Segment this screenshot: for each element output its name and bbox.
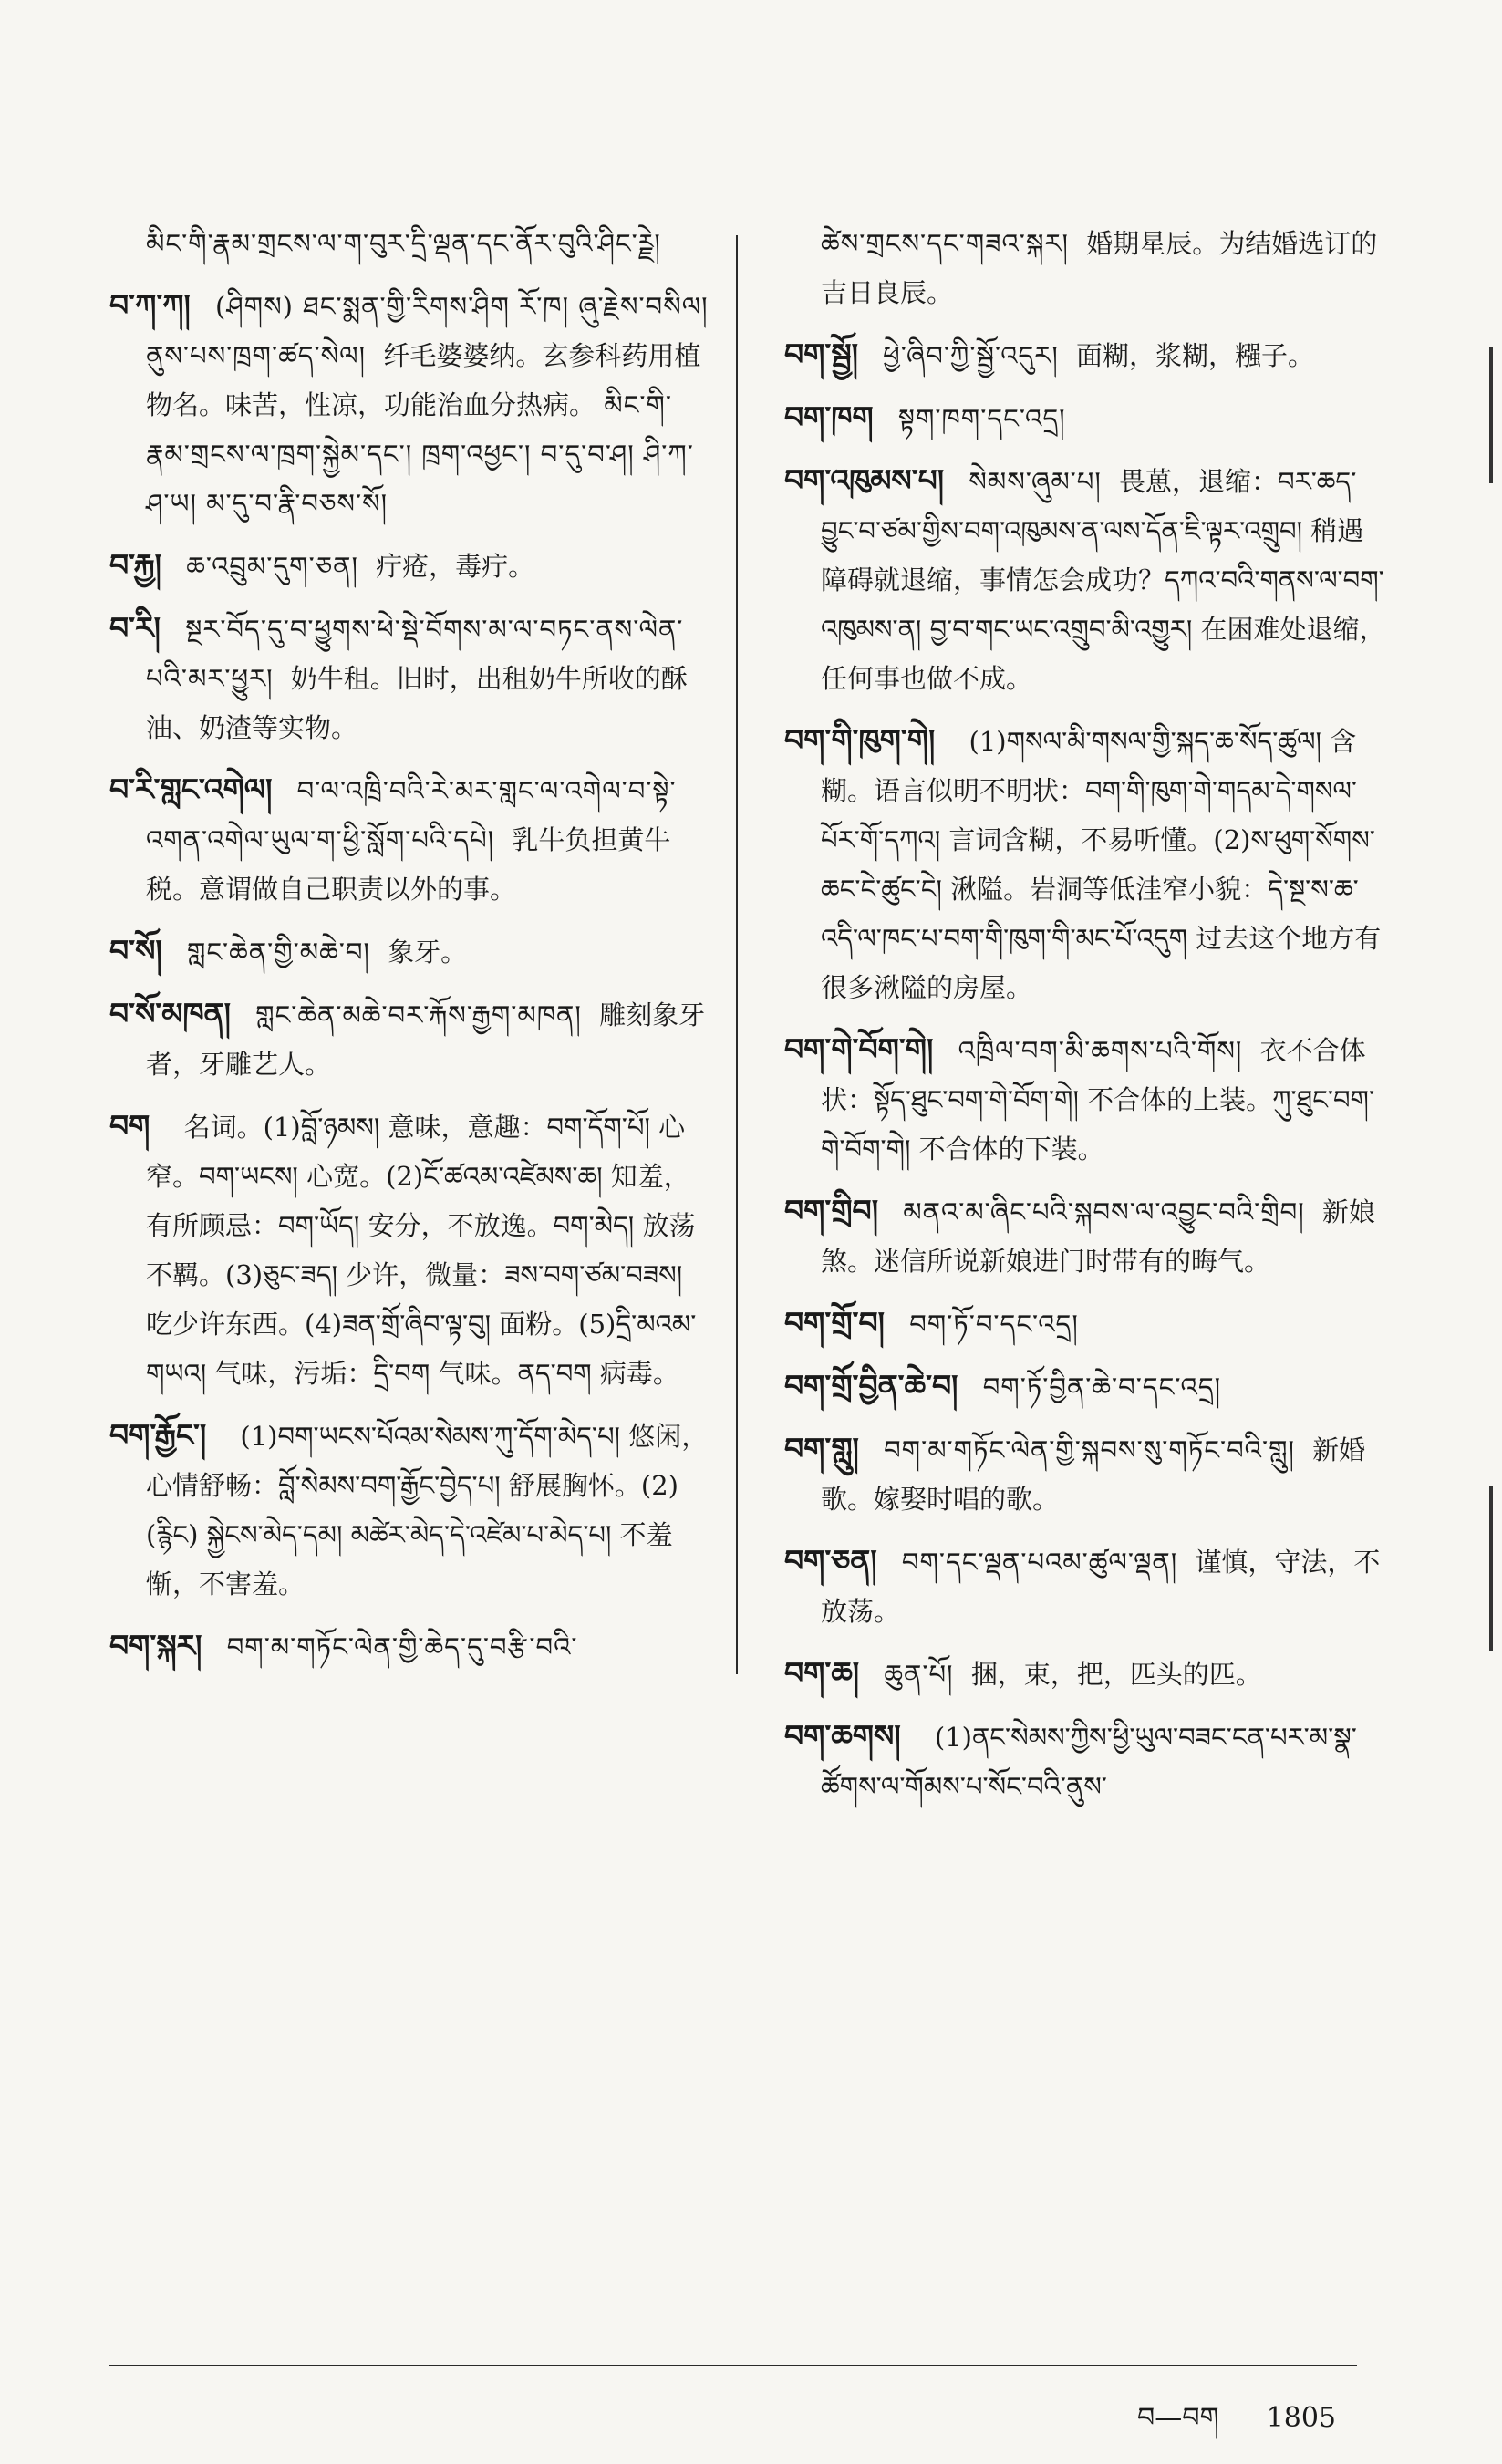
left-column — [109, 219, 711, 1684]
dictionary-entry — [784, 1299, 1386, 1349]
dictionary-entry — [784, 1424, 1386, 1524]
entry-headword: བག་གི་ཁུག་གེ། — [784, 722, 936, 758]
entry-headword: བག་ཅན། — [784, 1543, 877, 1579]
entry-chinese-definition: (1)གསལ་མི་གསལ་གྱི་སྐད་ཆ་སོད་ཚུལ། 含糊。语言似明不明状：བག་གི་ཁུག་གེ་གདམ་དེ་གསལ་པོར་གོ་དཀའ། 言词含糊，不易听懂。(2)ས་ཕུག་སོགས་ཆང་ངེ་ཚུང་ངེ། 湫隘。岩洞等低洼窄小貌：དེ་སྔ་ས་ཆ་འདི་ལ་ཁང་པ་བག་གི་ཁུག་གི་མང་པོ་འདུག 过去这个地方有很多湫隘的房屋。 — [821, 726, 1382, 1003]
entry-chinese-definition: (1)བག་ཡངས་པོའམ་སེམས་ཀུ་དོག་མེད་པ། 悠闲，心情舒畅：བློ་སེམས་བག་རྒྱོང་བྱེད་པ། 舒展胸怀。(2)(རྙིང) སྐྱེངས་མེད་དམ། མཚེར་མེད་དེ་འཛེམ་པ་མེད་པ། 不羞惭，不害羞。 — [146, 1421, 709, 1600]
dictionary-entry — [784, 1361, 1386, 1412]
entry-tibetan-definition: བག་མ་གཏོང་ལེན་གྱི་སྐབས་སུ་གཏོང་བའི་གླུ། — [884, 1434, 1295, 1465]
entry-chinese-definition: 新婚歌。嫁娶时唱的歌。 — [821, 1434, 1366, 1515]
entry-chinese-definition: 乳牛负担黄牛税。意谓做自己职责以外的事。 — [146, 824, 671, 905]
right-column — [784, 219, 1386, 1824]
entry-headword: བག་གེ་བོག་གེ། — [784, 1031, 934, 1067]
dictionary-entry — [109, 1102, 711, 1398]
column-divider — [736, 235, 738, 1674]
scan-edge-mark — [1489, 1486, 1502, 1651]
entry-chinese-definition: 谨慎，守法，不放荡。 — [821, 1547, 1381, 1627]
dictionary-entry — [109, 1621, 711, 1672]
entry-headword: བག་རྒྱོང་། — [109, 1417, 207, 1453]
dictionary-entry — [109, 541, 711, 591]
entry-chinese-definition: 衣不合体状：སྟོད་ཐུང་བག་གེ་བོག་གེ། 不合体的上装。ཀུ་ཐུང་བག་གེ་བོག་གེ། 不合体的下装。 — [821, 1035, 1375, 1165]
dictionary-entry — [784, 716, 1386, 1012]
entry-chinese-definition: 纤毛婆婆纳。玄参科药用植物名。味苦，性凉，功能治血分热病。 — [146, 340, 701, 420]
entry-tibetan-definition: བག་ཏོ་བ་དང་འདྲ། — [909, 1309, 1079, 1340]
entry-chinese-definition: 疔疮，毒疔。 — [376, 551, 535, 582]
dictionary-entry — [784, 456, 1386, 703]
entry-chinese-definition: 奶牛租。旧时，出租奶牛所收的酥油、奶渣等实物。 — [146, 663, 688, 743]
entry-headword: བག་སྦྱོ། — [784, 336, 858, 372]
page-footer — [1137, 2387, 1336, 2464]
dictionary-entry — [784, 219, 1386, 317]
entry-tibetan-definition: བག་དང་ལྡན་པའམ་ཚུལ་ལྡན། — [901, 1547, 1178, 1578]
entry-tibetan-definition: བ་ལ་འཁྲི་བའི་རེ་མར་གླང་ལ་འགེལ་བ་སྟེ་འགན་འགེལ་ཡུལ་ག་ཕྱི་སློག་པའི་དཔེ། — [146, 775, 677, 855]
entry-chinese-definition: 面糊，浆糊，糨子。 — [1076, 340, 1315, 371]
entry-chinese-definition: 雕刻象牙者，牙雕艺人。 — [146, 999, 706, 1080]
entry-tibetan-definition: ཆུན་པོ། — [884, 1659, 954, 1690]
entry-tibetan-definition: གླང་ཆེན་མཆེ་བར་རྐོས་རྒྱག་མཁན། — [255, 999, 582, 1030]
entry-headword: བ་རྐྱ། — [109, 547, 161, 583]
entry-chinese-definition: 畏葸，退缩：བར་ཆད་བྱུང་བ་ཙམ་གྱིས་བག་འཁུམས་ན་ལས་དོན་ཇི་ལྟར་འགྲུབ། 稍遇障碍就退缩，事情怎会成功？དཀའ་བའི་གནས་ལ་བག་འཁུམས་ན། བྱ་བ་གང་ཡང་འགྲུབ་མི་འགྱུར། 在困难处退缩，任何事也做不成。 — [821, 466, 1386, 694]
entry-headword: བག་གྲོ་བ། — [784, 1305, 885, 1341]
entry-headword: བ་སོ་མཁན། — [109, 996, 231, 1031]
entry-headword: བ་ཀ་ཀ། — [109, 287, 191, 323]
entry-tibetan-definition: (ཤིགས) ཐང་སྨན་གྱི་རིགས་ཤིག རོ་ཁ། ཞུ་རྗེས་བསིལ། ནུས་པས་ཁྲག་ཚད་སེལ། — [146, 291, 709, 371]
dictionary-entry — [109, 927, 711, 977]
dictionary-entry — [109, 219, 711, 268]
page-range: བ—བག — [1137, 2402, 1219, 2434]
entry-headword: བག་སྐར། — [109, 1628, 202, 1663]
dictionary-entry — [109, 1411, 711, 1609]
scan-edge-mark — [1489, 347, 1502, 483]
entry-headword: བ་རི། — [109, 610, 161, 646]
entry-headword: བག་ཆ། — [784, 1655, 860, 1691]
entry-tibetan-definition: ཚེས་གྲངས་དང་གཟའ་སྐར། — [821, 228, 1069, 259]
entry-tibetan-definition: སྟག་ཁག་དང་འདྲ། — [897, 403, 1066, 434]
entry-chinese-definition: (1)ནང་སེམས་ཀྱིས་ཕྱི་ཡུལ་བཟང་ངན་པར་མ་སྣ་ཚོགས་ལ་གོམས་པ་སོང་བའི་ནུས་ — [821, 1722, 1357, 1802]
dictionary-entry — [784, 330, 1386, 380]
dictionary-entry — [784, 1025, 1386, 1174]
entry-headword: བག་ཆགས། — [784, 1718, 901, 1754]
dictionary-entry — [784, 1537, 1386, 1636]
entry-tibetan-definition: མནའ་མ་ཞིང་པའི་སྐབས་ལ་འབྱུང་བའི་གྲིབ། — [903, 1196, 1305, 1227]
dictionary-entry — [109, 989, 711, 1089]
dictionary-entry — [784, 1186, 1386, 1286]
entry-tibetan-definition: སེམས་ཞུམ་པ། — [969, 466, 1102, 497]
page-number: 1805 — [1266, 2402, 1336, 2434]
entry-headword: བག་གྲོ་བྱིན་ཆེ་བ། — [784, 1368, 958, 1403]
entry-tibetan-definition: ཆ་འབྲུམ་དུག་ཅན། — [186, 551, 358, 582]
entry-tibetan-definition: སྔར་བོད་དུ་བ་ཕྱུགས་ཕེ་སྡེ་བོགས་མ་ལ་བཏང་ནས་ལེན་པའི་མར་ཕྱུར། — [146, 614, 684, 694]
entry-headword: བག་གླུ། — [784, 1431, 859, 1466]
entry-tibetan-definition: འཁྲིལ་བག་མི་ཆགས་པའི་གོས། — [958, 1035, 1243, 1066]
dictionary-entry — [784, 1649, 1386, 1699]
entry-chinese-definition: 新娘煞。迷信所说新娘进门时带有的晦气。 — [821, 1196, 1375, 1277]
entry-chinese-definition: 名词。(1)བློ་ཉམས། 意味，意趣：བག་དོག་པོ། 心窄。བག་ཡངས། 心宽。(2)ངོ་ཚའམ་འཛེམས་ཆ། 知羞，有所顾忌：བག་ཡོད། 安分，不放逸。བག་མེད། 放荡不羁。(3)ཅུང་ཟད། 少许，微量：ཟས་བག་ཙམ་བཟས། 吃少许东西。(4)ཟན་གྲོ་ཞིབ་ལྟ་བུ། 面粉。(5)དྲི་མའམ་གཡའ། 气味，污垢：དྲི་བག 气味。ནད་བག 病毒。 — [146, 1112, 697, 1389]
entry-tibetan-definition: བག་མ་གཏོང་ལེན་གྱི་ཆེད་དུ་བརྩི་བའི་ — [226, 1631, 578, 1662]
entry-tibetan-definition: ཕྱེ་ཞིབ་ཀྱི་སྦྱོ་འདུར། — [883, 340, 1059, 371]
dictionary-entry — [109, 604, 711, 752]
entry-chinese-definition: 婚期星辰。为结婚选订的吉日良辰。 — [821, 228, 1378, 308]
entry-headword: བ་སོ། — [109, 933, 162, 968]
entry-headword: བག་ཁག — [784, 399, 874, 435]
dictionary-entry — [784, 393, 1386, 443]
entry-headword: བ་རི་གླང་འགེལ། — [109, 771, 273, 807]
dictionary-entry — [109, 281, 711, 528]
entry-chinese-definition: 象牙。 — [388, 937, 468, 968]
entry-tibetan-definition: མིང་གི་རྣམ་གྲངས་ལ་ག་བུར་དྲི་ལྡན་དང་ནོར་བུའི་ཤིང་ཪྗེ། — [146, 228, 661, 259]
footer-rule — [109, 2365, 1357, 2366]
dictionary-entry — [109, 765, 711, 914]
entry-headword: བག — [109, 1108, 150, 1144]
entry-tibetan-synonyms: མིང་གི་རྣམ་གྲངས་ལ་ཁྲག་སྐྱེམ་དང་། ཁྲག་འཕྱང་། བ་དུ་བ་ཤ། ཤི་ཀ་ཤ་ཡ། མ་དུ་བ་རྣི་བཅས་སོ། — [146, 389, 694, 519]
entry-tibetan-definition: བག་ཏོ་བྱིན་ཆེ་བ་དང་འདྲ། — [982, 1372, 1222, 1403]
entry-headword: བག་གྲིབ། — [784, 1193, 879, 1228]
entry-headword: བག་འཁུམས་པ། — [784, 462, 945, 498]
entry-tibetan-definition: གླང་ཆེན་གྱི་མཆེ་བ། — [186, 937, 370, 968]
dictionary-entry — [784, 1712, 1386, 1811]
entry-chinese-definition: 捆，束，把，匹头的匹。 — [970, 1659, 1262, 1690]
